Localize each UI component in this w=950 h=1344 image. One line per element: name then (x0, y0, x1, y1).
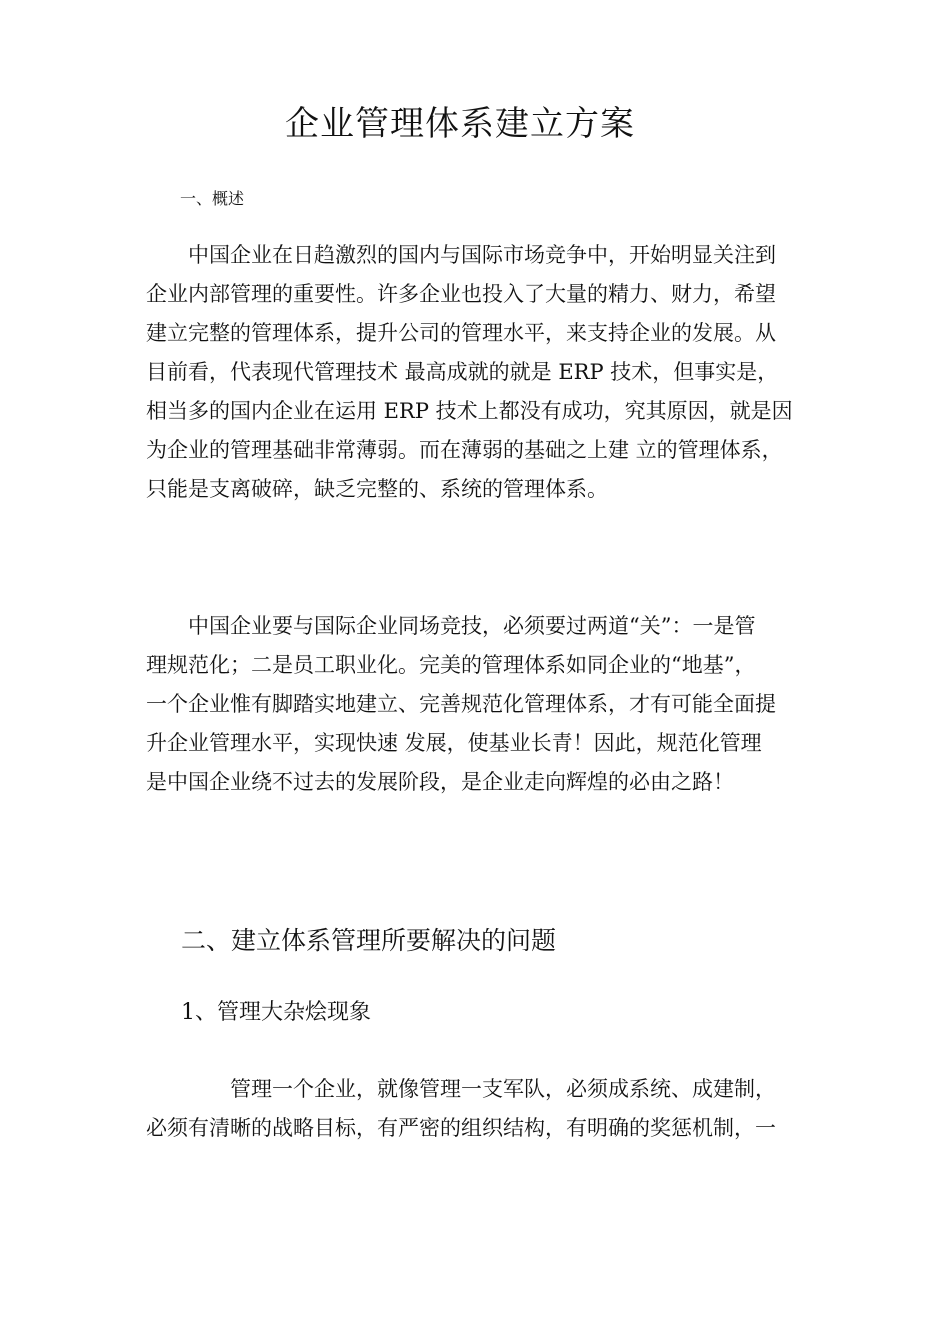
paragraph-line: 只能是支离破碎，缺乏完整的、系统的管理体系。 (146, 477, 608, 501)
problem-paragraph-1 (146, 1070, 810, 1148)
paragraph-line: 中国企业要与国际企业同场竞技，必须要过两道“关”：一是管 (146, 614, 756, 638)
paragraph-line: 理规范化；二是员工职业化。完美的管理体系如同企业的“地基”， (146, 653, 756, 677)
paragraph-line: 建立完整的管理体系，提升公司的管理水平，来支持企业的发展。从 (146, 321, 776, 345)
paragraph-line: 企业内部管理的重要性。许多企业也投入了大量的精力、财力，希望 (146, 282, 776, 306)
paragraph-line: 中国企业在日趋激烈的国内与国际市场竞争中，开始明显关注到 (146, 243, 776, 267)
paragraph-line: 管理一个企业，就像管理一支军队，必须成系统、成建制， (146, 1077, 776, 1101)
overview-paragraph-1 (146, 236, 810, 509)
document-title: 企业管理体系建立方案 (285, 104, 635, 144)
paragraph-line: 升企业管理水平，实现快速 发展，使基业长青！因此，规范化管理 (146, 731, 762, 755)
paragraph-line: 目前看，代表现代管理技术 最高成就的就是 ERP 技术，但事实是， (146, 360, 779, 384)
paragraph-line: 为企业的管理基础非常薄弱。而在薄弱的基础之上建 立的管理体系， (146, 438, 783, 462)
section-heading-problems: 二、建立体系管理所要解决的问题 (181, 926, 557, 955)
paragraph-line: 相当多的国内企业在运用 ERP 技术上都没有成功，究其原因，就是因 (146, 399, 793, 423)
paragraph-line: 一个企业惟有脚踏实地建立、完善规范化管理体系，才有可能全面提 (146, 692, 776, 716)
overview-paragraph-2 (146, 607, 810, 802)
paragraph-line: 必须有清晰的战略目标，有严密的组织结构，有明确的奖惩机制，一 (146, 1116, 776, 1140)
subsection-heading: 1、管理大杂烩现象 (181, 1000, 371, 1025)
section-heading-overview: 一、概述 (180, 189, 245, 208)
paragraph-line: 是中国企业绕不过去的发展阶段，是企业走向辉煌的必由之路！ (146, 770, 734, 794)
